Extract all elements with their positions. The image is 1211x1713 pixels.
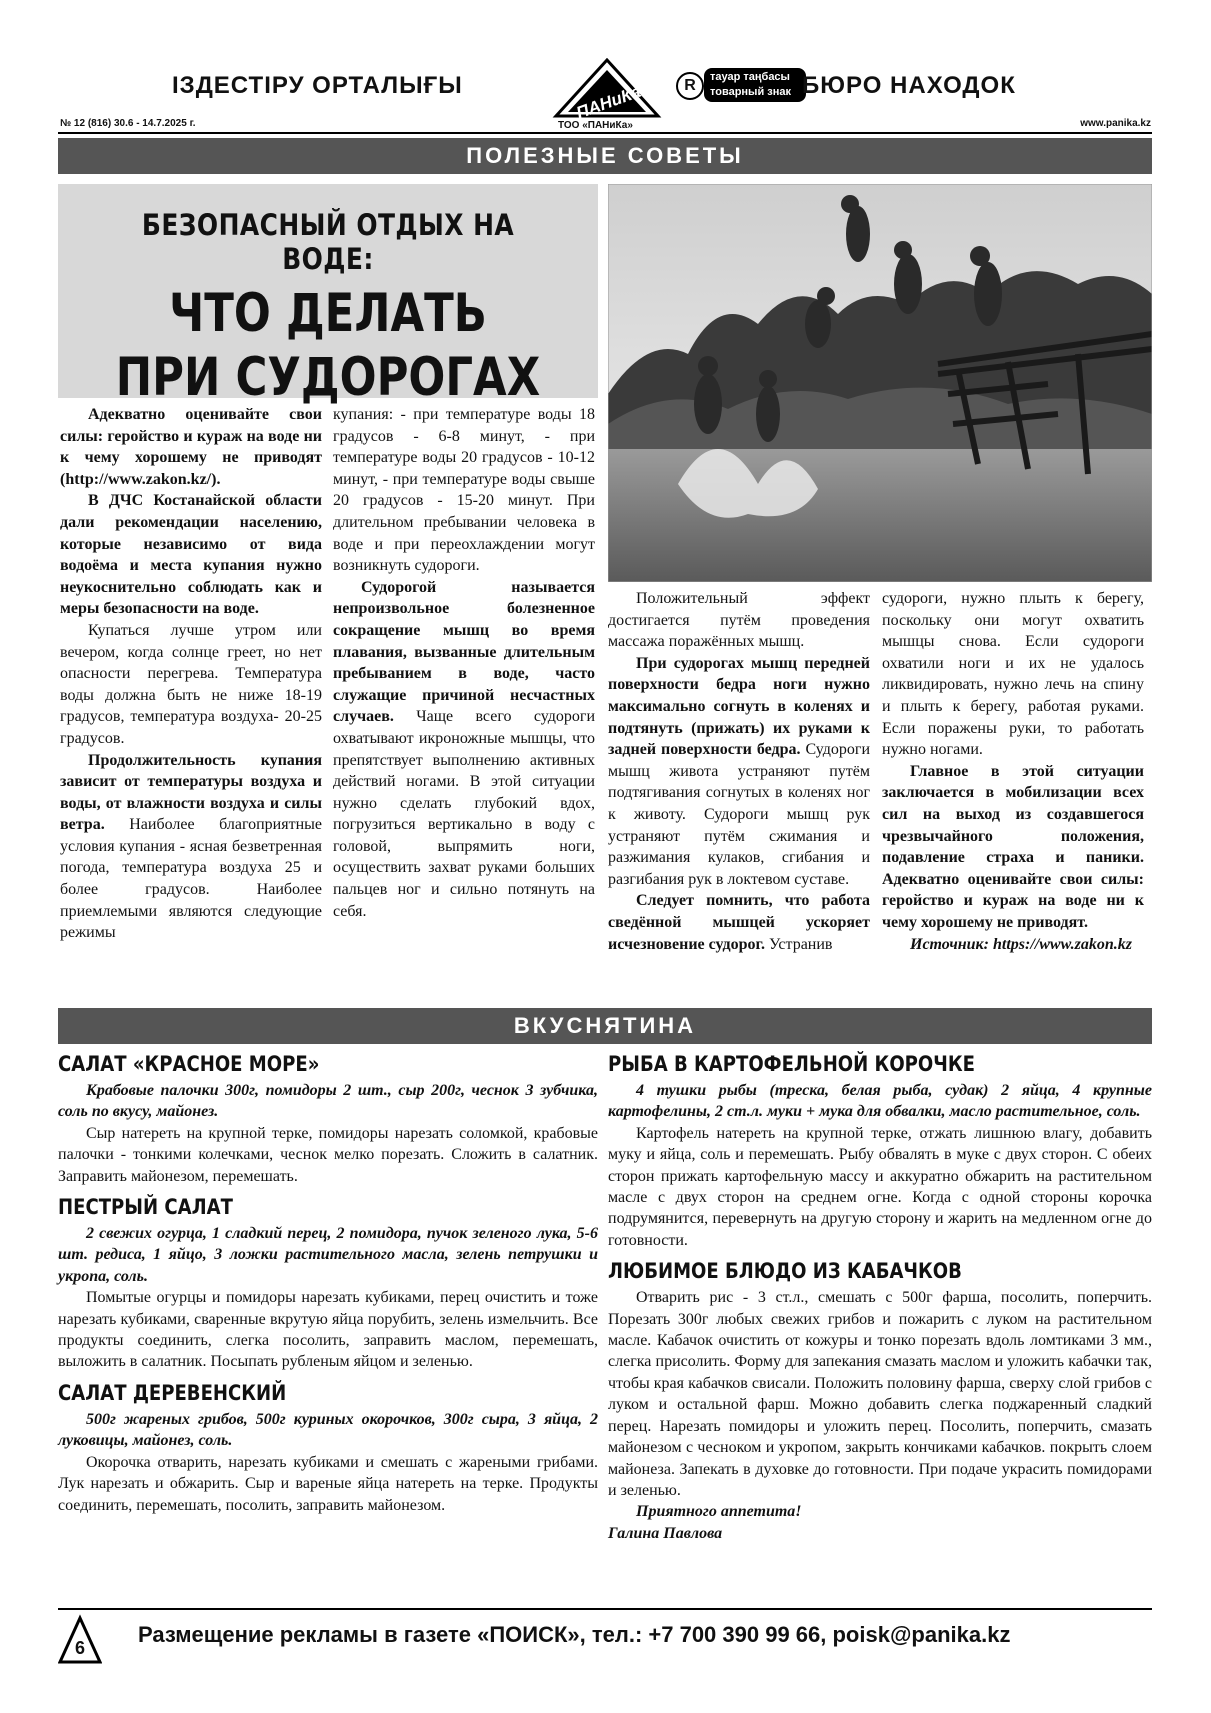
recipe-body [58,1223,598,1373]
recipe-body [58,1080,598,1187]
header-right-title: БЮРО НАХОДОК [802,72,1016,99]
article-paragraph: Купаться лучше утром или вечером, когда солнце греет, но нет опасности перегрева. Температура воды должна быть не ниже 18-19 градусов, температура воздуха- 20-25 градусов. [60,621,322,747]
article-text: Чаще всего судороги охватывают икроножные мышцы, что препятствует выполнению активных действий ногами. В этой ситуации нужно сделать глубокий вдох, погрузиться вертикально в воду с головой, выпрямить ноги, осуществить захват руками больших пальцев ног и сильно потянуть на себя. [333,708,595,920]
article-intro: В ДЧС Костанайской области дали рекомендации населению, которые независимо от вида водоёма и места купания нужно неукоснительно соблюдать как и меры безопасности на воде. [60,492,322,618]
recipe-author: Галина Павлова [608,1524,723,1542]
issue-info: № 12 (816) 30.6 - 14.7.2025 г. [60,118,196,129]
recipe-body [608,1080,1152,1251]
footer-divider [58,1608,1152,1610]
article-text: Устранив [765,935,833,953]
article-column-4 [882,588,1144,955]
logo-text: ПАНиКа [573,81,644,120]
article-paragraph: купания: - при температуре воды 18 градусов - 6-8 минут, - при температуре воды 20 градусов - 10-12 минут, - при температуре воды свыше 20 градусов - 15-20 минут. При длительном пребывании человека в воде и при переохлаждении могут возникнуть судороги. [333,406,595,575]
headline-subtitle: БЕЗОПАСНЫЙ ОТДЫХ НА ВОДЕ: [141,208,515,276]
company-name: ТОО «ПАНиКа» [558,120,633,131]
recipe-ingredients: 4 тушки рыбы (треска, белая рыба, судак) 2 яйца, 4 крупные картофелины, 2 ст.л. муки + мука для обвалки, масло растительное, соль. [608,1082,1152,1121]
recipe-instructions: Сыр натереть на крупной терке, помидоры нарезать соломкой, крабовые палочки - тонкими колечками, чеснок мелко порезать. Сложить в салатник. Заправить майонезом, перемешать. [58,1124,598,1185]
headline-main-line2: ПРИ СУДОРОГАХ [115,347,541,408]
trademark-icon: R [676,72,704,100]
article-text: Судороги мышц живота устраняют путём подтягивания согнутых в коленях ног к животу. Судороги мышц рук устраняют путём сжимания и разжимания кулаков, сгибания и разгибания рук в локтевом суставе. [608,741,871,888]
recipe-body [58,1409,598,1516]
article-column-1 [60,404,322,944]
footer-ad-text: Размещение рекламы в газете «ПОИСК», тел.: +7 700 390 99 66, poisk@panika.kz [138,1622,1011,1647]
recipe-title: РЫБА В КАРТОФЕЛЬНОЙ КОРОЧКЕ [608,1052,975,1076]
trademark-label [704,68,806,102]
article-source: Источник: https://www.zakon.kz [910,935,1132,953]
recipe-title: САЛАТ «КРАСНОЕ МОРЕ» [58,1052,320,1076]
recipe-instructions: Окорочка отварить, нарезать кубиками и смешать с жареными грибами. Лук нарезать и обжарить. Сыр и вареные яйца натереть на терке. Продукты соединить, перемешать, посолить, заправить майонезом. [58,1453,598,1514]
recipe-ingredients: Крабовые палочки 300г, помидоры 2 шт., сыр 200г, чеснок 3 зубчика, соль по вкусу, майонез. [58,1082,598,1121]
header-divider [58,132,1152,134]
trademark-label-ru: товарный знак [710,86,792,98]
recipe-closing: Приятного аппетита! [636,1503,802,1521]
recipe-ingredients: 500г жареных грибов, 500г куриных окорочков, 300г сыра, 3 яйца, 2 луковицы, майонез, соль. [58,1410,598,1450]
recipe-title: ЛЮБИМОЕ БЛЮДО ИЗ КАБАЧКОВ [608,1259,962,1284]
website-link[interactable]: www.panika.kz [1080,118,1151,129]
page-number-badge [58,1614,102,1664]
recipes-left-column [58,1052,598,1516]
article-lead: Адекватно оценивайте свои силы: геройство и кураж на воде ни к чему хорошему не приводят (http://www.zakon.kz/). [60,406,322,488]
article-column-3 [608,588,870,955]
recipe-title: ПЕСТРЫЙ САЛАТ [58,1195,233,1220]
article-bold-text: При судорогах мышц передней поверхности бедра ноги нужно максимально согнуть в коленях и подтянуть (прижать) их руками к задней поверхности бедра. [608,654,870,759]
article-column-2 [333,404,595,922]
recipes-right-column [608,1052,1152,1544]
article-bold-text: Судорогой называется непроизвольное болезненное сокращение мышц во время плавания, вызванные длительным пребыванием в воде, часто служащие причиной несчастных случаев. [333,578,595,726]
photo-children-jumping-icon [608,184,1152,582]
article-text: Наиболее благоприятные условия купания - ясная безветренная погода, температура воздуха 25 и более градусов. Наиболее приемлемыми являются следующие режимы [60,816,322,942]
headline-main-line1: ЧТО ДЕЛАТЬ [169,283,487,344]
recipe-instructions: Картофель натереть на крупной терке, отжать лишнюю влагу, добавить муку и яйца, соль и перемешать. Рыбу обвалять в муке с двух сторон. С обеих сторон прижать картофельную массу и аккуратно обжарить на растительном масле с двух сторон на среднем огне. Когда с одной стороны корочка подрумянится, перевернуть на другую сторону и жарить на медленном огне до готовности. [608,1124,1152,1249]
article-paragraph: Положительный эффект достигается путём проведения массажа поражённых мышц. [608,590,870,651]
article-bold-text: Продолжительность купания зависит от температуры воздуха и воды, от влажности воздуха и силы ветра. [60,751,322,834]
section-band-tips: ПОЛЕЗНЫЕ СОВЕТЫ [58,138,1152,174]
header-left-title: ІЗДЕСТІРУ ОРТАЛЫҒЫ [172,72,463,99]
trademark-label-kz: тауар таңбасы [710,71,790,83]
recipe-instructions: Помытые огурцы и помидоры нарезать кубиками, перец очистить и тоже нарезать кубиками, сваренные вкрутую яйца порубить, зелень измельчить. Все продукты соединить, слегка посолить, заправить маслом, перемешать, выложить в салатник. Посыпать рубленым яйцом и зеленью. [58,1289,598,1371]
section-band-recipes: ВКУСНЯТИНА [58,1008,1152,1044]
recipe-body [608,1287,1152,1544]
recipe-ingredients: 2 свежих огурца, 1 сладкий перец, 2 помидора, пучок зеленого лука, 5-6 шт. редиса, 1 яйцо, 3 ложки растительного масла, зелень петрушки и укропа, соль. [58,1225,598,1285]
recipe-instructions: Отварить рис - 3 ст.л., смешать с 500г фарша, посолить, поперчить. Порезать 300г любых свежих грибов и пожарить с луком на растительном масле. Кабачок очистить от кожуры и тонко порезать вдоль ломтиками 3 мм., слегка присолить. Форму для запекания смазать маслом и уложить кабачки так, чтобы края кабачков свисали. Положить половину фарша, сверху слой грибов с луком и остальной фарш. Можно добавить слегка поджаренный сладкий перец. Нарезать помидоры и уложить перец. Посолить, поперчить, смазать майонезом с чесноком и укропом, закрыть кончиками кабачков. покрыть слоем майонеза. Запекать в духовке до готовности. При подаче украсить помидорами и зеленью. [608,1289,1152,1499]
panika-logo-icon [552,58,662,120]
article-bold-text: Следует помнить, что работа сведённой мышцей ускоряет исчезновение судорог. [608,892,870,953]
article-headline [58,184,598,408]
article-conclusion: Главное в этой ситуации заключается в мобилизации всех сил на выход из создавшегося чрезвычайного положения, подавление страха и паники. Адекватно оценивайте свои силы: геройство и кураж на воде ни к чему хорошему не приводят. [882,762,1144,931]
article-paragraph: судороги, нужно плыть к берегу, поскольку они могут охватить мышцы снова. Если судороги охватили ноги и их не удалось ликвидировать, нужно лечь на спину и плыть к берегу, работая руками. Если поражены руки, то работать нужно ногами. [882,590,1144,759]
recipe-title: САЛАТ ДЕРЕВЕНСКИЙ [58,1380,287,1405]
page-number: 6 [74,1638,85,1658]
